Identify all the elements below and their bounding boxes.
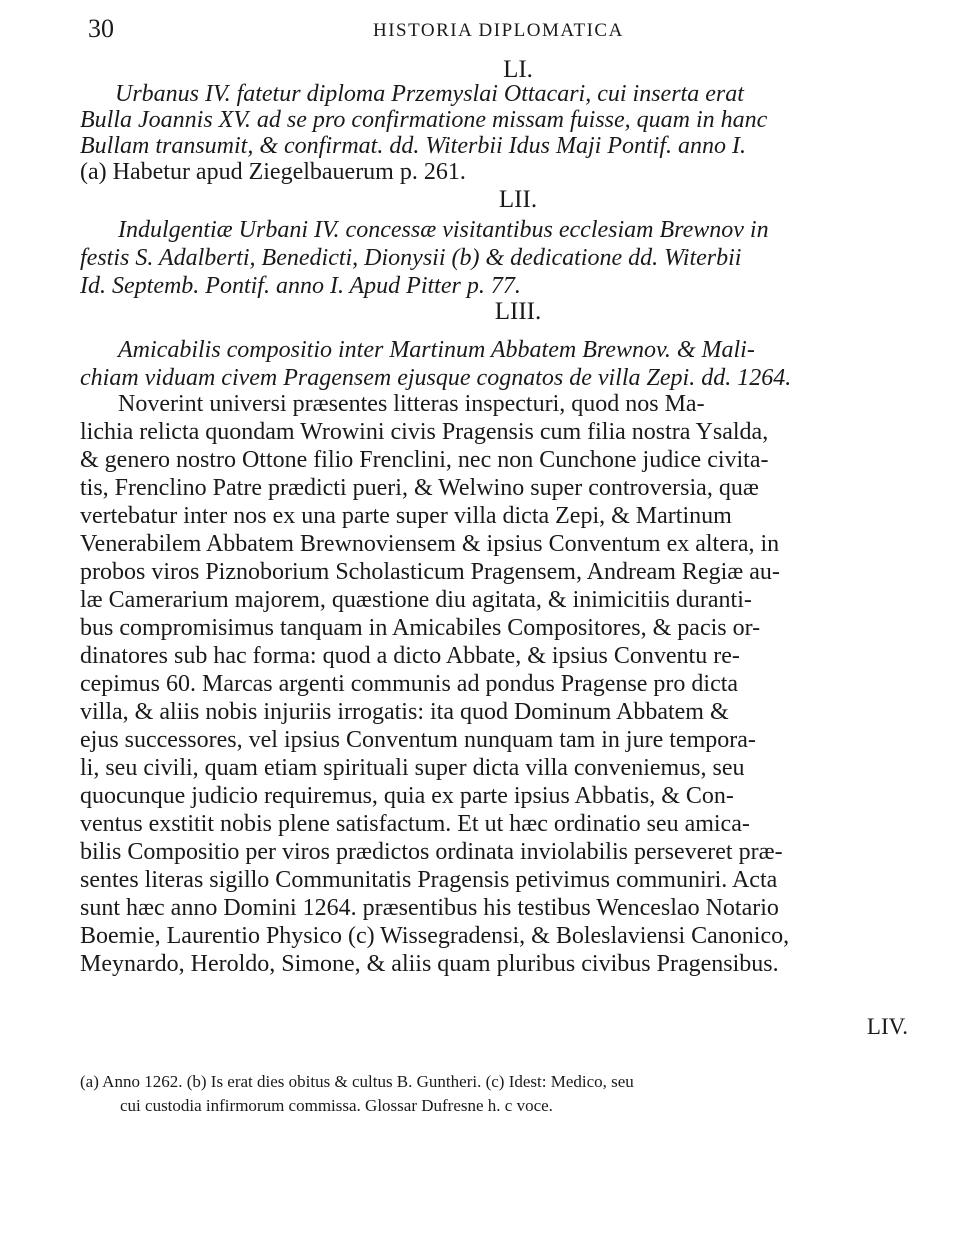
summary-line: Amicabilis compositio inter Martinum Abbatem Brewnov. & Mali- — [118, 337, 755, 363]
summary-line: Urbanus IV. fatetur diploma Przemyslai Ottacari, cui inserta erat — [115, 81, 744, 107]
body-line: sentes literas sigillo Communitatis Pragensis petivimus communiri. Acta — [80, 867, 778, 893]
body-line: sunt hæc anno Domini 1264. præsentibus his testibus Wenceslao Notario — [80, 895, 779, 921]
body-line: & genero nostro Ottone filio Frenclini, nec non Cunchone judice civita- — [80, 447, 769, 473]
summary-line: Indulgentiæ Urbani IV. concessæ visitantibus ecclesiam Brewnov in — [118, 217, 769, 243]
body-line: Noverint universi præsentes litteras inspecturi, quod nos Ma- — [118, 391, 705, 417]
summary-line: Bullam transumit, & confirmat. dd. Witerbii Idus Maji Pontif. anno I. — [80, 133, 746, 159]
footnote-line: cui custodia infirmorum commissa. Glossar Dufresne h. c voce. — [120, 1096, 553, 1115]
body-line: villa, & aliis nobis injuriis irrogatis: ita quod Dominum Abbatem & — [80, 699, 729, 725]
body-line: bilis Compositio per viros prædictos ordinata inviolabilis perseveret præ- — [80, 839, 783, 865]
body-line: ejus successores, vel ipsius Conventum nunquam tam in jure tempora- — [80, 727, 756, 753]
section-number-li: LI. — [503, 56, 533, 83]
catchword: LIV. — [866, 1014, 908, 1039]
summary-line: chiam viduam civem Pragensem ejusque cognatos de villa Zepi. dd. 1264. — [80, 365, 792, 391]
body-line: ventus exstitit nobis plene satisfactum. Et ut hæc ordinatio seu amica- — [80, 811, 750, 837]
body-line: probos viros Piznoborium Scholasticum Pragensem, Andream Regiæ au- — [80, 559, 780, 585]
body-line: bus compromisimus tanquam in Amicabiles Compositores, & pacis or- — [80, 615, 761, 641]
body-line: læ Camerarium majorem, quæstione diu agitata, & inimicitiis duranti- — [80, 587, 752, 613]
body-line: dinatores sub hac forma: quod a dicto Abbate, & ipsius Conventu re- — [80, 643, 740, 669]
footnote-line: (a) Anno 1262. (b) Is erat dies obitus & cultus B. Guntheri. (c) Idest: Medico, seu — [80, 1072, 634, 1091]
body-line: Meynardo, Heroldo, Simone, & aliis quam pluribus civibus Pragensibus. — [80, 951, 779, 977]
summary-line: festis S. Adalberti, Benedicti, Dionysii (b) & dedicatione dd. Witerbii — [80, 245, 742, 271]
reference-note: (a) Habetur apud Ziegelbauerum p. 261. — [80, 159, 466, 185]
section-number-lii: LII. — [498, 186, 538, 213]
body-line: Venerabilem Abbatem Brewnoviensem & ipsius Conventum ex altera, in — [80, 531, 780, 557]
body-line: tis, Frenclino Patre prædicti pueri, & Welwino super controversia, quæ — [80, 475, 759, 501]
page-number: 30 — [88, 14, 114, 43]
running-head — [0, 10, 960, 50]
section-number-liii: LIII. — [494, 298, 542, 325]
body-line: lichia relicta quondam Wrowini civis Pragensis cum filia nostra Ysalda, — [80, 419, 769, 445]
footnotes — [80, 1070, 930, 1118]
summary-line: Bulla Joannis XV. ad se pro confirmatione missam fuisse, quam in hanc — [80, 107, 768, 133]
body-line: Boemie, Laurentio Physico (c) Wissegradensi, & Boleslaviensi Canonico, — [80, 923, 790, 949]
running-title: HISTORIA DIPLOMATICA — [373, 20, 624, 41]
body-line: vertebatur inter nos ex una parte super villa dicta Zepi, & Martinum — [80, 503, 732, 529]
body-line: cepimus 60. Marcas argenti communis ad pondus Pragense pro dicta — [80, 671, 739, 697]
summary-line: Id. Septemb. Pontif. anno I. Apud Pitter p. 77. — [80, 273, 521, 299]
body-line: li, seu civili, quam etiam spirituali super dicta villa conveniemus, seu — [80, 755, 745, 781]
body-line: quocunque judicio requiremus, quia ex parte ipsius Abbatis, & Con- — [80, 783, 734, 809]
